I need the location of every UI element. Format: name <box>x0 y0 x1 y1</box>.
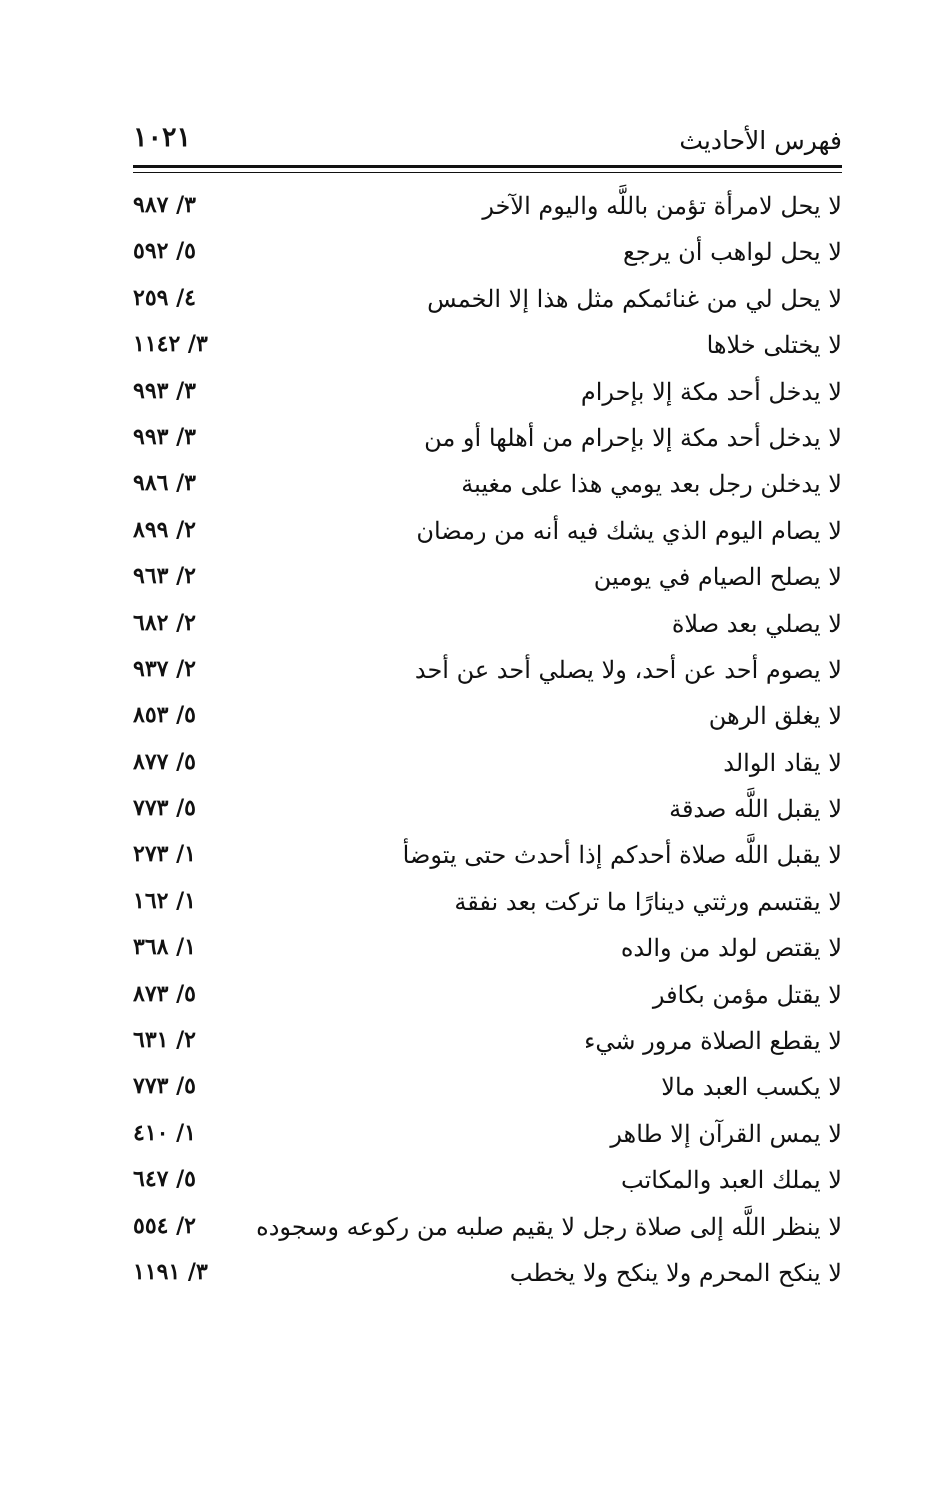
hadith-text: لا يدخلن رجل بعد يومي هذا على مغيبة <box>461 470 842 499</box>
volume-page-ref: ٢/ ٩٣٧ <box>133 655 196 682</box>
volume-page-ref: ٣/ ١١٩١ <box>133 1258 208 1285</box>
hadith-text: لا يختلى خلاها <box>706 331 842 360</box>
volume-page-ref: ٢/ ٦٣١ <box>133 1027 196 1054</box>
volume-page-ref: ٥/ ٧٧٣ <box>133 795 196 822</box>
hadith-text: لا يدخل أحد مكة إلا بإحرام من أهلها أو من <box>424 423 842 452</box>
header-rule-thick <box>133 165 842 168</box>
index-entry <box>133 1160 842 1206</box>
hadith-index-list <box>133 186 842 1299</box>
index-entry <box>133 975 842 1021</box>
hadith-text: لا يكسب العبد مالا <box>661 1073 842 1102</box>
running-title: فهرس الأحاديث <box>679 126 842 155</box>
hadith-text: لا يقاد الوالد <box>723 748 842 777</box>
page-number: ١٠٢١ <box>133 122 192 153</box>
volume-page-ref: ٢/ ٦٨٢ <box>133 609 196 636</box>
volume-page-ref: ٢/ ٨٩٩ <box>133 516 196 543</box>
hadith-text: لا يقتل مؤمن بكافر <box>652 980 842 1009</box>
index-entry <box>133 882 842 928</box>
header-rule-thin <box>133 172 842 173</box>
volume-page-ref: ٥/ ٨٥٣ <box>133 702 196 729</box>
volume-page-ref: ٥/ ٦٤٧ <box>133 1166 196 1193</box>
index-entry <box>133 604 842 650</box>
index-entry <box>133 372 842 418</box>
volume-page-ref: ٤/ ٢٥٩ <box>133 284 196 311</box>
index-entry <box>133 650 842 696</box>
index-entry <box>133 835 842 881</box>
index-entry <box>133 325 842 371</box>
index-entry <box>133 279 842 325</box>
index-entry <box>133 418 842 464</box>
hadith-text: لا ينظر اللَّه إلى صلاة رجل لا يقيم صلبه من ركوعه وسجوده <box>256 1212 842 1241</box>
volume-page-ref: ٣/ ٩٨٧ <box>133 192 196 218</box>
volume-page-ref: ٣/ ٩٩٣ <box>133 377 196 404</box>
index-entry <box>133 789 842 835</box>
index-entry <box>133 464 842 510</box>
volume-page-ref: ٣/ ٩٨٦ <box>133 470 196 497</box>
hadith-text: لا يقتص لولد من والده <box>620 934 842 963</box>
hadith-text: لا يدخل أحد مكة إلا بإحرام <box>580 377 842 406</box>
index-entry <box>133 1253 842 1299</box>
volume-page-ref: ١/ ٢٧٣ <box>133 841 196 868</box>
volume-page-ref: ١/ ٣٦٨ <box>133 934 196 961</box>
index-entry <box>133 928 842 974</box>
index-entry <box>133 696 842 742</box>
volume-page-ref: ٢/ ٩٦٣ <box>133 563 196 590</box>
index-entry <box>133 743 842 789</box>
hadith-text: لا يغلق الرهن <box>708 702 842 731</box>
volume-page-ref: ٥/ ٨٧٣ <box>133 980 196 1007</box>
volume-page-ref: ١/ ١٦٢ <box>133 887 196 914</box>
index-entry <box>133 232 842 278</box>
index-entry <box>133 1207 842 1253</box>
hadith-text: لا يملك العبد والمكاتب <box>621 1166 842 1195</box>
hadith-text: لا يقبل اللَّه صدقة <box>669 795 842 824</box>
hadith-text: لا يصلي بعد صلاة <box>671 609 842 638</box>
hadith-text: لا يصوم أحد عن أحد، ولا يصلي أحد عن أحد <box>414 655 842 684</box>
volume-page-ref: ١/ ٤١٠ <box>133 1119 196 1146</box>
hadith-text: لا يحل لي من غنائمكم مثل هذا إلا الخمس <box>427 284 842 313</box>
page-header <box>133 118 842 160</box>
index-entry <box>133 1021 842 1067</box>
hadith-text: لا ينكح المحرم ولا ينكح ولا يخطب <box>509 1258 842 1287</box>
hadith-text: لا يقبل اللَّه صلاة أحدكم إذا أحدث حتى يتوضأ <box>402 841 842 870</box>
volume-page-ref: ٥/ ٥٩٢ <box>133 238 196 265</box>
volume-page-ref: ٣/ ١١٤٢ <box>133 331 208 358</box>
hadith-text: لا يقطع الصلاة مرور شيء <box>584 1027 842 1056</box>
index-entry <box>133 557 842 603</box>
index-entry <box>133 1114 842 1160</box>
index-entry <box>133 511 842 557</box>
hadith-text: لا يصلح الصيام في يومين <box>593 563 842 592</box>
hadith-text: لا يقتسم ورثتي دينارًا ما تركت بعد نفقة <box>454 887 842 916</box>
volume-page-ref: ٥/ ٧٧٣ <box>133 1073 196 1100</box>
hadith-text: لا يحل لامرأة تؤمن باللَّه واليوم الآخر <box>482 192 842 220</box>
hadith-text: لا يصام اليوم الذي يشك فيه أنه من رمضان <box>416 516 842 545</box>
index-entry <box>133 1067 842 1113</box>
volume-page-ref: ٥/ ٨٧٧ <box>133 748 196 775</box>
volume-page-ref: ٢/ ٥٥٤ <box>133 1212 196 1239</box>
index-entry <box>133 186 842 232</box>
hadith-text: لا يحل لواهب أن يرجع <box>623 238 842 267</box>
volume-page-ref: ٣/ ٩٩٣ <box>133 423 196 450</box>
hadith-text: لا يمس القرآن إلا طاهر <box>610 1119 842 1148</box>
